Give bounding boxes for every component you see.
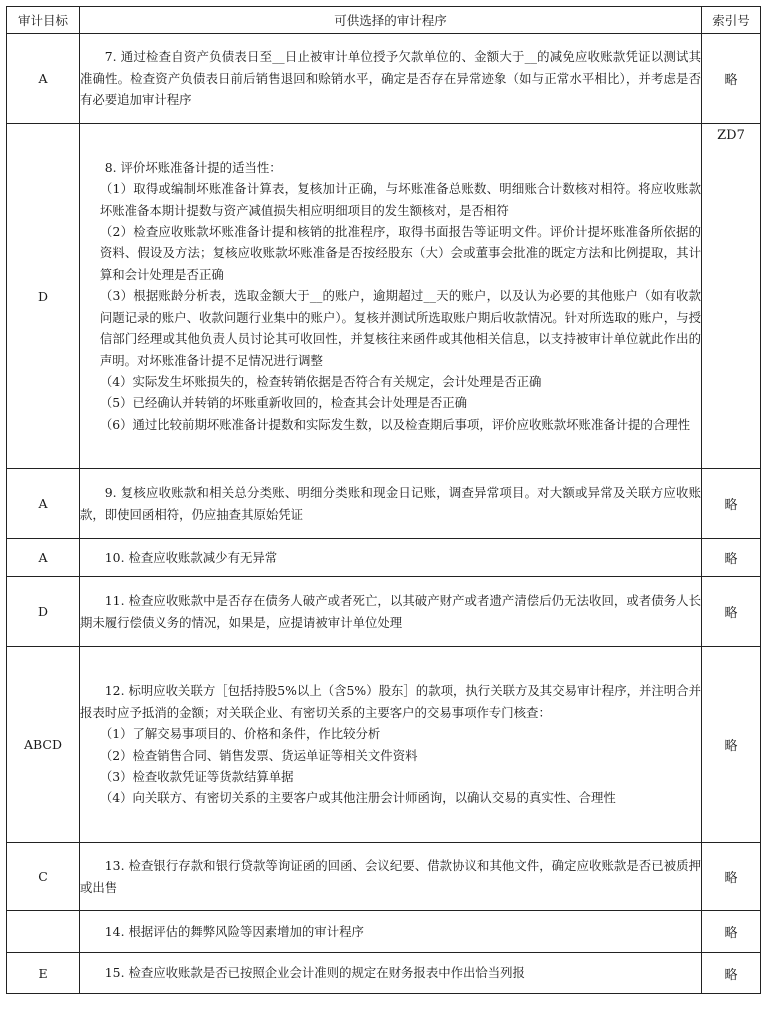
goal-cell xyxy=(7,911,80,953)
procedure-cell xyxy=(80,843,702,911)
procedure-line: （3）检查收款凭证等货款结算单据 xyxy=(99,768,294,784)
table-row xyxy=(7,843,761,911)
header-row xyxy=(7,7,761,34)
table-row xyxy=(7,647,761,843)
table-row xyxy=(7,124,761,469)
procedure-line: 13. 检查银行存款和银行贷款等询证函的回函、会议纪要、借款协议和其他文件，确定应收账款是否已被质押或出售 xyxy=(80,858,701,895)
procedure-line: （3）根据账龄分析表，选取金额大于__的账户，逾期超过__天的账户，以及认为必要的其他账户（如有收款问题记录的账户、收款问题行业集中的账户）。复核并测试所选取账户期后收款情况。针对所选取的账户，与授信部门经理或其他负责人员讨论其可收回性，并复核往来函件或其他相关信息，以支持被审计单位就此作出的声明。对坏账准备计提不足情况进行调整 xyxy=(99,288,701,368)
table-row xyxy=(7,911,761,953)
index-cell: ZD7 xyxy=(702,124,761,469)
procedure-cell xyxy=(80,577,702,647)
table-row xyxy=(7,34,761,124)
goal-cell: C xyxy=(7,843,80,911)
table-row xyxy=(7,469,761,539)
procedure-cell xyxy=(80,124,702,469)
goal-cell: E xyxy=(7,953,80,994)
procedure-line: 15. 检查应收账款是否已按照企业会计准则的规定在财务报表中作出恰当列报 xyxy=(104,965,525,981)
procedure-cell xyxy=(80,911,702,953)
procedure-line: 14. 根据评估的舞弊风险等因素增加的审计程序 xyxy=(104,923,364,939)
goal-cell: A xyxy=(7,34,80,124)
procedure-line: （2）检查应收账款坏账准备计提和核销的批准程序，取得书面报告等证明文件。评价计提坏账准备所依据的资料、假设及方法；复核应收账款坏账准备是否按经股东（大）会或董事会批准的既定方法和比例提取，其计算和会计处理是否正确 xyxy=(99,224,701,282)
table-row xyxy=(7,953,761,994)
procedure-line: （4）实际发生坏账损失的，检查转销依据是否符合有关规定，会计处理是否正确 xyxy=(99,373,542,389)
header-goal: 审计目标 xyxy=(7,7,80,34)
procedure-line: 12. 标明应收关联方［包括持股5%以上（含5%）股东］的款项，执行关联方及其交易审计程序，并注明合并报表时应予抵消的金额；对关联企业、有密切关系的主要客户的交易事项作专门核查： xyxy=(80,683,701,720)
index-cell: 略 xyxy=(702,647,761,843)
procedure-line: （4）向关联方、有密切关系的主要客户或其他注册会计师函询，以确认交易的真实性、合理性 xyxy=(99,790,616,806)
goal-cell: ABCD xyxy=(7,647,80,843)
procedure-cell xyxy=(80,953,702,994)
index-cell: 略 xyxy=(702,34,761,124)
goal-cell: D xyxy=(7,577,80,647)
header-procedure: 可供选择的审计程序 xyxy=(80,7,702,34)
goal-cell: D xyxy=(7,124,80,469)
procedure-line: （2）检查销售合同、销售发票、货运单证等相关文件资料 xyxy=(99,747,418,763)
procedure-cell xyxy=(80,469,702,539)
procedure-line: （6）通过比较前期坏账准备计提数和实际发生数，以及检查期后事项，评价应收账款坏账准备计提的合理性 xyxy=(99,416,691,432)
index-cell: 略 xyxy=(702,539,761,577)
header-index: 索引号 xyxy=(702,7,761,34)
index-cell: 略 xyxy=(702,843,761,911)
index-cell: 略 xyxy=(702,577,761,647)
procedure-line: （1）取得或编制坏账准备计算表，复核加计正确，与坏账准备总账数、明细账合计数核对相符。将应收账款坏账准备本期计提数与资产减值损失相应明细项目的发生额核对，是否相符 xyxy=(99,181,701,218)
goal-cell: A xyxy=(7,539,80,577)
table-row xyxy=(7,577,761,647)
procedure-cell xyxy=(80,539,702,577)
index-cell: 略 xyxy=(702,469,761,539)
table-row xyxy=(7,539,761,577)
procedure-line: （5）已经确认并转销的坏账重新收回的，检查其会计处理是否正确 xyxy=(99,395,468,411)
procedure-cell xyxy=(80,647,702,843)
procedure-line: 10. 检查应收账款减少有无异常 xyxy=(104,549,278,565)
procedure-line: （1）了解交易事项目的、价格和条件，作比较分析 xyxy=(99,726,381,742)
procedure-line: 7. 通过检查自资产负债表日至__日止被审计单位授予欠款单位的、金额大于__的减免应收账款凭证以测试其准确性。检查资产负债表日前后销售退回和赊销水平，确定是否存在异常迹象（如与正常水平相比），并考虑是否有必要追加审计程序 xyxy=(80,49,701,108)
procedure-cell xyxy=(80,34,702,124)
goal-cell: A xyxy=(7,469,80,539)
index-cell: 略 xyxy=(702,911,761,953)
audit-procedures-table xyxy=(6,6,761,994)
procedure-line: 9. 复核应收账款和相关总分类账、明细分类账和现金日记账，调查异常项目。对大额或异常及关联方应收账款，即使回函相符，仍应抽查其原始凭证 xyxy=(80,485,701,522)
index-cell: 略 xyxy=(702,953,761,994)
procedure-line: 11. 检查应收账款中是否存在债务人破产或者死亡，以其破产财产或者遗产清偿后仍无法收回，或者债务人长期未履行偿债义务的情况，如果是，应提请被审计单位处理 xyxy=(80,593,701,630)
procedure-line: 8. 评价坏账准备计提的适当性： xyxy=(104,159,282,175)
